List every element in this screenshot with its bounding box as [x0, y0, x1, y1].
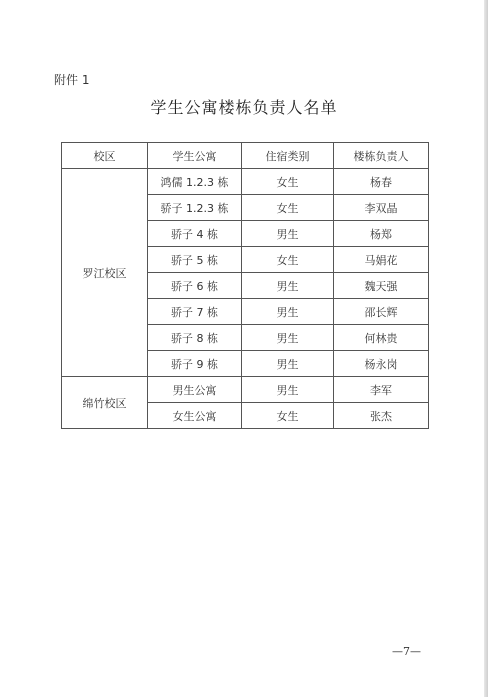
manager-cell: 邵长辉	[334, 299, 429, 325]
manager-cell: 李军	[334, 377, 429, 403]
dorm-cell: 骄子 9 栋	[148, 351, 242, 377]
dorm-cell: 骄子 6 栋	[148, 273, 242, 299]
header-dorm: 学生公寓	[148, 143, 242, 169]
housing-type-cell: 男生	[242, 377, 334, 403]
housing-type-cell: 男生	[242, 221, 334, 247]
dorm-cell: 骄子 4 栋	[148, 221, 242, 247]
housing-type-cell: 女生	[242, 195, 334, 221]
manager-cell: 魏天强	[334, 273, 429, 299]
header-building-manager: 楼栋负责人	[334, 143, 429, 169]
dorm-manager-table	[61, 142, 429, 429]
document-title: 学生公寓楼栋负责人名单	[150, 98, 338, 117]
attachment-label: 附件 1	[54, 73, 90, 87]
dorm-cell: 鸿儒 1.2.3 栋	[148, 169, 242, 195]
manager-cell: 何林贵	[334, 325, 429, 351]
dorm-cell: 男生公寓	[148, 377, 242, 403]
manager-cell: 张杰	[334, 403, 429, 429]
table-row	[62, 377, 429, 403]
manager-cell: 马娟花	[334, 247, 429, 273]
dorm-cell: 骄子 5 栋	[148, 247, 242, 273]
housing-type-cell: 女生	[242, 169, 334, 195]
housing-type-cell: 男生	[242, 273, 334, 299]
dorm-cell: 女生公寓	[148, 403, 242, 429]
housing-type-cell: 男生	[242, 299, 334, 325]
housing-type-cell: 女生	[242, 247, 334, 273]
campus-cell: 绵竹校区	[62, 377, 148, 429]
table-row	[62, 169, 429, 195]
housing-type-cell: 男生	[242, 325, 334, 351]
header-campus: 校区	[62, 143, 148, 169]
housing-type-cell: 女生	[242, 403, 334, 429]
manager-cell: 李双晶	[334, 195, 429, 221]
manager-cell: 杨永岗	[334, 351, 429, 377]
table-header-row	[62, 143, 429, 169]
header-housing-type: 住宿类别	[242, 143, 334, 169]
dorm-cell: 骄子 8 栋	[148, 325, 242, 351]
manager-cell: 杨春	[334, 169, 429, 195]
dorm-cell: 骄子 7 栋	[148, 299, 242, 325]
page-number: —7—	[392, 645, 421, 658]
campus-cell: 罗江校区	[62, 169, 148, 377]
manager-cell: 杨郑	[334, 221, 429, 247]
housing-type-cell: 男生	[242, 351, 334, 377]
dorm-cell: 骄子 1.2.3 栋	[148, 195, 242, 221]
